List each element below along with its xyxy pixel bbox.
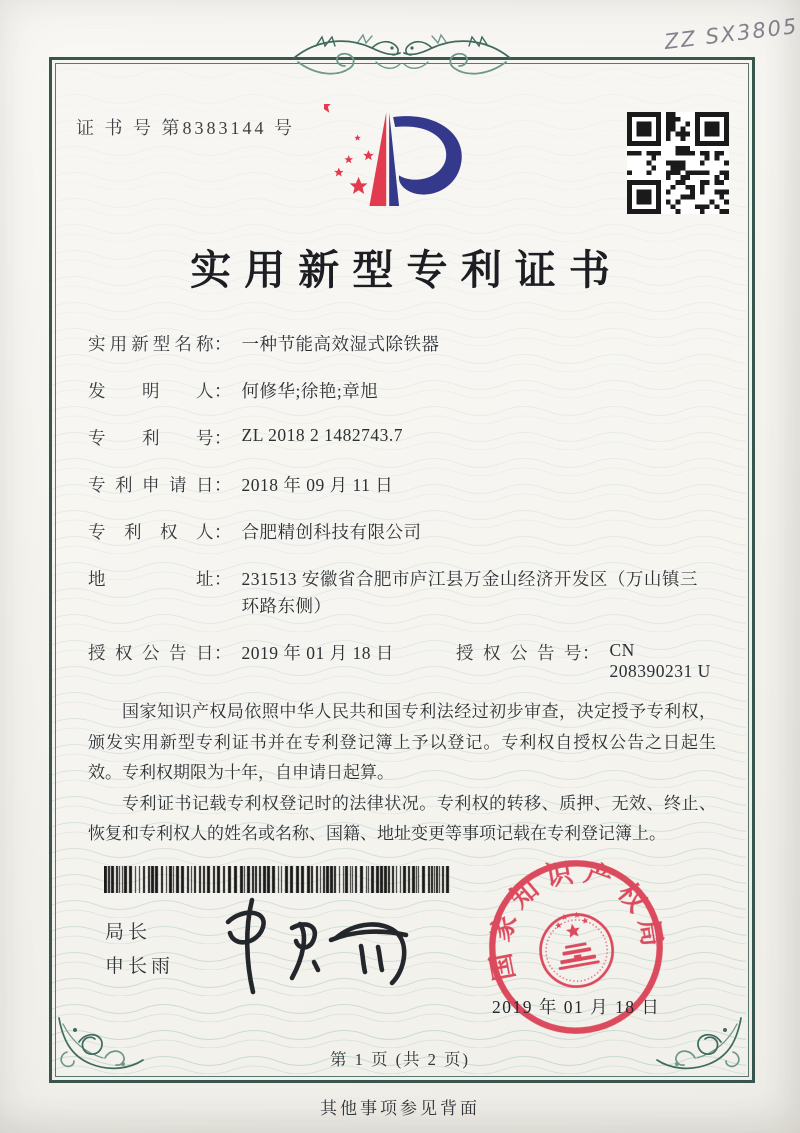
field-label: 授权公告号 — [456, 643, 582, 663]
seal-text: 国家知识产权局 — [484, 856, 669, 983]
legal-paragraphs — [88, 697, 716, 850]
official-seal — [472, 843, 681, 1052]
footer-note: 其他事项参见背面 — [320, 1099, 480, 1118]
corner-ornament-bottom-right-icon — [655, 1014, 747, 1074]
signature-handwriting-icon — [208, 890, 438, 998]
field-value: 合肥精创科技有限公司 — [241, 522, 422, 542]
barcode — [104, 866, 450, 893]
field-row-inventors — [88, 378, 716, 425]
field-row-patent-number — [88, 425, 716, 472]
field-value: ZL 2018 2 1482743.7 — [241, 425, 403, 445]
certificate-fields — [88, 331, 716, 850]
field-value: CN 208390231 U — [609, 640, 711, 681]
field-label: 专利申请日 — [88, 475, 214, 495]
corner-ornament-bottom-left-icon — [53, 1014, 145, 1074]
issuer-title: 局长 — [105, 922, 152, 943]
field-row-name — [88, 331, 716, 378]
paragraph: 专利证书记载专利权登记时的法律状况。专利权的转移、质押、无效、终止、恢复和专利权人的姓名或名称、国籍、地址变更等事项记载在专利登记簿上。 — [88, 793, 716, 843]
field-colon: ： — [214, 381, 232, 401]
field-colon: ： — [214, 428, 232, 448]
field-colon: ： — [582, 643, 600, 663]
paragraph: 国家知识产权局依照中华人民共和国专利法经过初步审查，决定授予专利权，颁发实用新型专利证书并在专利登记簿上予以登记。专利权自授权公告之日起生效。专利权期限为十年，自申请日起算。 — [88, 702, 716, 782]
field-label: 地址 — [88, 569, 214, 589]
field-label: 授权公告日 — [88, 643, 214, 663]
field-row-patentee — [88, 519, 716, 566]
seal-emblem-icon — [535, 907, 619, 993]
field-colon: ： — [214, 569, 232, 589]
field-colon: ： — [214, 522, 232, 542]
field-row-grant — [88, 640, 716, 687]
field-label: 专利权人 — [88, 522, 214, 542]
field-label: 发明人 — [88, 381, 214, 401]
certificate-number: 证 书 号 第8383144 号 — [76, 118, 295, 138]
qr-code — [627, 112, 729, 214]
field-label: 实用新型名称 — [88, 334, 214, 354]
seal-date: 2019 年 01 月 18 日 — [492, 997, 661, 1017]
field-value: 2019 年 01 月 18 日 — [241, 643, 394, 663]
field-value: 231513 安徽省合肥市庐江县万金山经济开发区（万山镇三环路东侧） — [241, 569, 698, 616]
field-row-address — [88, 566, 716, 640]
field-colon: ： — [214, 475, 232, 495]
field-colon: ： — [214, 334, 232, 354]
field-value: 何修华;徐艳;章旭 — [241, 381, 379, 401]
pencil-annotation: ZZ SX3805 — [663, 13, 800, 55]
field-value: 一种节能高效湿式除铁器 — [241, 334, 440, 354]
issuer-name: 申长雨 — [105, 956, 175, 977]
border-ornament-top-icon — [288, 28, 516, 86]
field-value: 2018 年 09 月 11 日 — [241, 475, 394, 495]
certificate-title: 实用新型专利证书 — [190, 247, 624, 293]
page-indicator: 第 1 页 (共 2 页) — [329, 1050, 471, 1069]
field-label: 专利号 — [88, 428, 214, 448]
field-row-filing-date — [88, 472, 716, 519]
cnipa-logo-icon — [324, 104, 482, 230]
field-colon: ： — [214, 643, 232, 663]
